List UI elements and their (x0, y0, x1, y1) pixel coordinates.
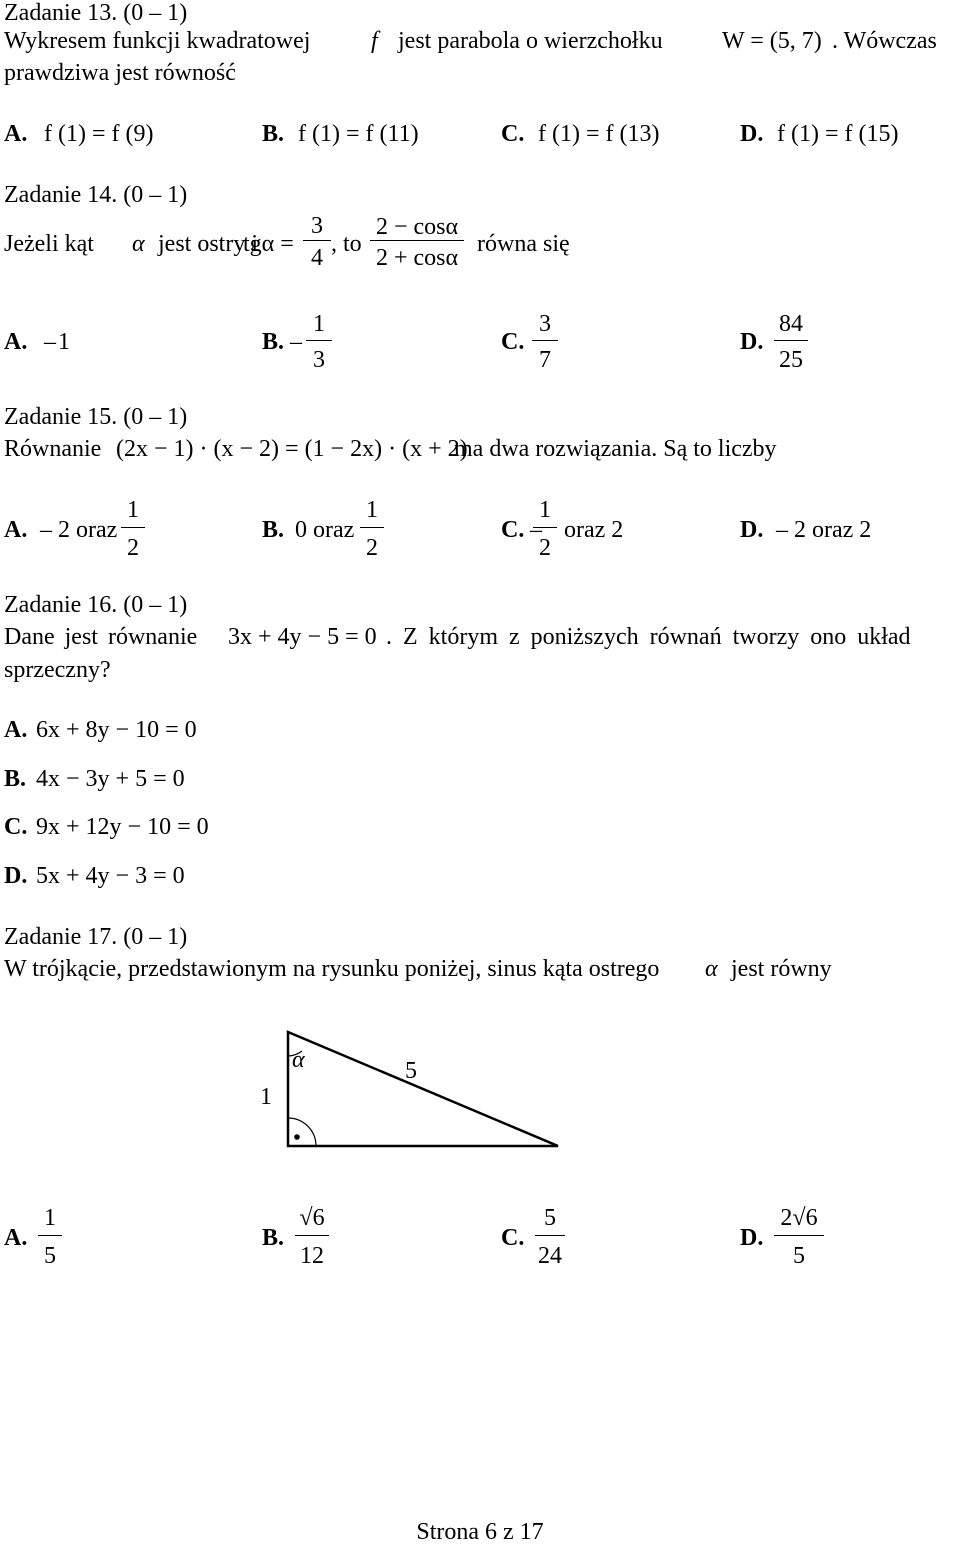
task-13-text-a: Wykresem funkcji kwadratowej (4, 28, 311, 54)
task-14-answer-a-label[interactable]: A. (4, 329, 28, 355)
task-15-answer-a-label[interactable]: A. (4, 517, 28, 543)
task-13-answer-c-expr: f (1) = f (13) (538, 121, 660, 147)
task-17-answer-d-fraction (774, 1204, 824, 1268)
fraction-bar (535, 1235, 565, 1236)
task-14-answer-a-sign: – (44, 329, 56, 355)
triangle-outline (288, 1032, 558, 1146)
task-17-answer-b-fraction (295, 1204, 329, 1268)
task-13-answer-d-expr: f (1) = f (15) (777, 121, 899, 147)
task-13-answer-d-label[interactable]: D. (740, 121, 764, 147)
fraction-denominator: 3 (313, 347, 325, 373)
task-16-answer-d-expr: 5x + 4y − 3 = 0 (36, 863, 185, 889)
task-15-answer-b-label[interactable]: B. (262, 517, 285, 543)
fraction-denominator: 2 (539, 535, 551, 561)
task-14-expr-denominator: 2 + cosα (375, 245, 459, 271)
task-15-answer-b-fraction (360, 496, 384, 560)
task-15-answer-c-post: oraz 2 (564, 517, 624, 543)
task-14-tg-denominator: 4 (311, 245, 323, 271)
fraction-numerator: 3 (539, 311, 551, 337)
task-14-tg-numerator: 3 (311, 213, 323, 239)
task-14-text-a: Jeżeli kąt (4, 231, 94, 257)
task-13-answer-a-label[interactable]: A. (4, 121, 28, 147)
task-16-answer-c-expr: 9x + 12y − 10 = 0 (36, 814, 209, 840)
task-15-answer-d-text: – 2 oraz 2 (776, 517, 872, 543)
task-14-text-d: równa się (477, 231, 570, 257)
fraction-bar (370, 240, 464, 241)
task-17-answer-d-label[interactable]: D. (740, 1225, 764, 1251)
fraction-bar (303, 240, 331, 241)
task-17-text-b: jest równy (731, 956, 832, 982)
fraction-bar (295, 1235, 329, 1236)
task-17-answer-a-fraction (38, 1204, 62, 1268)
fraction-numerator: 1 (539, 497, 551, 523)
fraction-bar (38, 1235, 62, 1236)
right-angle-dot (294, 1134, 300, 1140)
fraction-numerator: 1 (44, 1205, 56, 1231)
task-16-answer-c-label[interactable]: C. (4, 814, 28, 840)
task-13-text-c: . Wówczas (832, 28, 937, 54)
task-13-answer-b-label[interactable]: B. (262, 121, 285, 147)
fraction-denominator: 5 (793, 1243, 805, 1269)
task-14-alpha: α (132, 231, 145, 257)
task-13-answer-b-expr: f (1) = f (11) (298, 121, 419, 147)
task-16-answer-b-label[interactable]: B. (4, 766, 27, 792)
fraction-denominator: 24 (538, 1243, 562, 1269)
task-14-answer-d-fraction (774, 310, 808, 372)
task-14-text-b: jest ostry i (158, 231, 258, 257)
fraction-bar (774, 1235, 824, 1236)
task-16-text-a: Dane jest równanie (4, 624, 198, 650)
task-16-answer-d-label[interactable]: D. (4, 863, 28, 889)
task-15-text-b: ma dwa rozwiązania. Są to liczby (454, 436, 777, 462)
task-14-expr-numerator: 2 − cosα (375, 214, 459, 240)
task-13-text-line2: prawdziwa jest równość (4, 60, 236, 86)
task-15-answer-a-pre: – 2 oraz (40, 517, 118, 543)
task-14-tg-fraction (303, 212, 331, 271)
task-15-answer-c-fraction (533, 496, 557, 560)
task-17-heading: Zadanie 17. (0 – 1) (4, 924, 188, 950)
task-16-text-c: sprzeczny? (4, 657, 111, 683)
task-16-answer-a-label[interactable]: A. (4, 717, 28, 743)
task-15-text-a: Równanie (4, 436, 102, 462)
task-16-answer-a-expr: 6x + 8y − 10 = 0 (36, 717, 197, 743)
task-17-answer-a-label[interactable]: A. (4, 1225, 28, 1251)
task-16-equation: 3x + 4y − 5 = 0 (228, 624, 377, 650)
task-14-answer-a-value: 1 (58, 329, 70, 355)
fraction-numerator: 2√6 (780, 1205, 818, 1231)
task-13-vertex: W = (5, 7) (722, 28, 822, 54)
task-15-answer-a-fraction (121, 496, 145, 560)
triangle-side-left-label: 1 (260, 1084, 272, 1110)
task-14-answer-b-fraction (306, 310, 332, 372)
task-16-text-b: . Z którym z poniższych równań tworzy ono układ (386, 624, 911, 650)
right-angle-arc (288, 1118, 316, 1146)
fraction-denominator: 25 (779, 347, 803, 373)
task-14-answer-c-fraction (532, 310, 558, 372)
task-16-answer-b-expr: 4x − 3y + 5 = 0 (36, 766, 185, 792)
task-15-answer-b-pre: 0 oraz (295, 517, 355, 543)
triangle-alpha-label: α (292, 1047, 305, 1073)
fraction-numerator: 84 (779, 311, 803, 337)
fraction-bar (306, 340, 332, 341)
fraction-denominator: 2 (366, 535, 378, 561)
fraction-denominator: 5 (44, 1243, 56, 1269)
fraction-bar (360, 527, 384, 528)
triangle-hypotenuse-label: 5 (405, 1058, 417, 1084)
task-14-expression-fraction (370, 212, 464, 272)
task-15-answer-d-label[interactable]: D. (740, 517, 764, 543)
task-14-answer-c-label[interactable]: C. (501, 329, 525, 355)
task-16-heading: Zadanie 16. (0 – 1) (4, 592, 188, 618)
fraction-bar (121, 527, 145, 528)
task-14-answer-b-sign: – (290, 329, 302, 355)
fraction-numerator: 1 (313, 311, 325, 337)
fraction-bar (532, 340, 558, 341)
task-17-answer-b-label[interactable]: B. (262, 1225, 285, 1251)
task-13-func: f (371, 28, 378, 54)
fraction-denominator: 12 (300, 1243, 324, 1269)
task-13-text-b: jest parabola o wierzchołku (398, 28, 663, 54)
page-footer: Strona 6 z 17 (416, 1519, 544, 1545)
task-17-alpha: α (705, 956, 718, 982)
task-15-heading: Zadanie 15. (0 – 1) (4, 404, 188, 430)
task-13-answer-a-expr: f (1) = f (9) (44, 121, 154, 147)
task-14-answer-d-label[interactable]: D. (740, 329, 764, 355)
fraction-numerator: √6 (299, 1205, 325, 1231)
task-15-equation: (2x − 1) · (x − 2) = (1 − 2x) · (x + 2) (116, 436, 468, 462)
task-14-tg: tgα = (243, 231, 294, 257)
right-triangle-figure (250, 1020, 570, 1160)
task-17-answer-c-fraction (535, 1204, 565, 1268)
fraction-denominator: 2 (127, 535, 139, 561)
fraction-numerator: 1 (366, 497, 378, 523)
fraction-bar (774, 340, 808, 341)
task-17-answer-c-label[interactable]: C. (501, 1225, 525, 1251)
task-15-answer-c-sign: – (530, 517, 542, 543)
task-13-heading: Zadanie 13. (0 – 1) (4, 0, 188, 26)
fraction-bar (533, 527, 557, 528)
fraction-denominator: 7 (539, 347, 551, 373)
fraction-numerator: 5 (544, 1205, 556, 1231)
task-14-heading: Zadanie 14. (0 – 1) (4, 182, 188, 208)
fraction-numerator: 1 (127, 497, 139, 523)
task-13-answer-c-label[interactable]: C. (501, 121, 525, 147)
task-17-text-a: W trójkącie, przedstawionym na rysunku poniżej, sinus kąta ostrego (4, 956, 660, 982)
task-14-answer-b-label[interactable]: B. (262, 329, 285, 355)
task-15-answer-c-label[interactable]: C. (501, 517, 525, 543)
task-14-text-c: , to (331, 231, 362, 257)
